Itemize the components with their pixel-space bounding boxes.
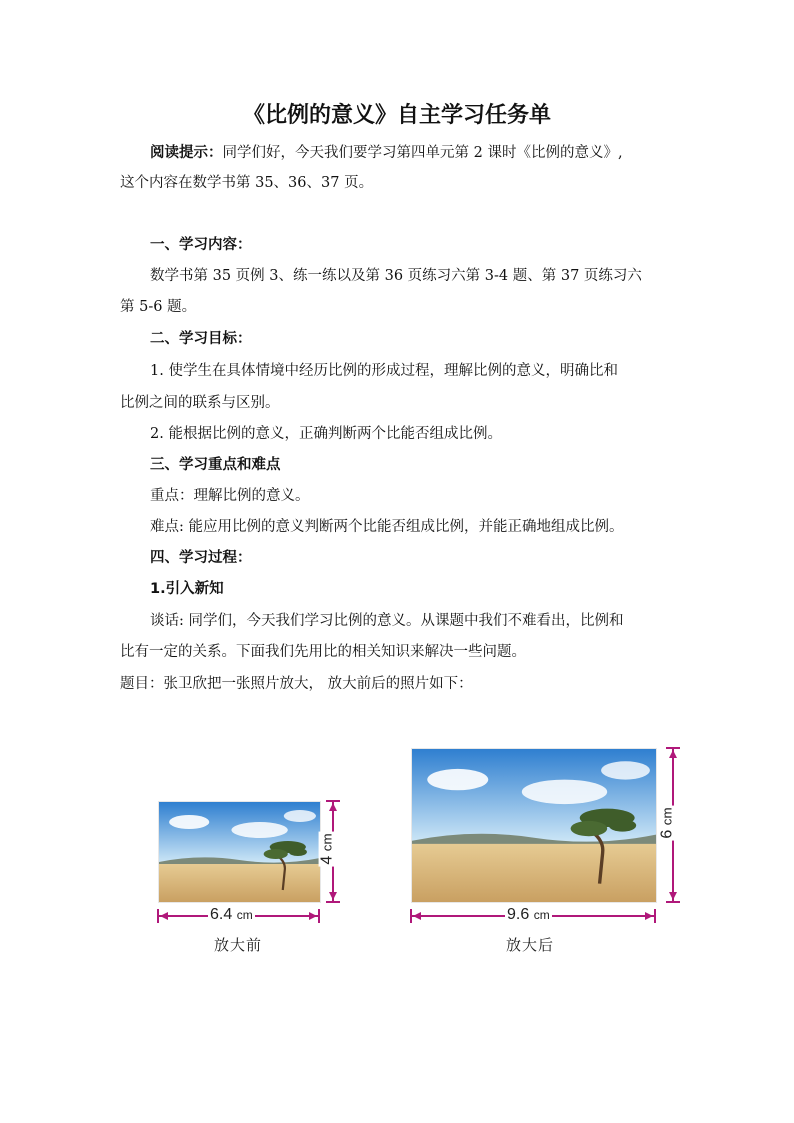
before-width-value: 6.4 [210, 906, 233, 923]
after-height-label [659, 805, 677, 840]
key-point: 重点：理解比例的意义。 [150, 488, 310, 504]
after-width-value: 9.6 [507, 906, 530, 923]
step1-heading: 1.引入新知 [150, 581, 224, 597]
after-width-label [505, 906, 552, 924]
talk-line1: 谈话: 同学们，今天我们学习比例的意义。从课题中我们不难看出，比例和 [150, 613, 624, 629]
goal1-line2: 比例之间的联系与区别。 [120, 395, 280, 411]
before-width-unit: cm [236, 908, 253, 922]
page-title: 《比例的意义》自主学习任务单 [242, 103, 551, 128]
section-heading-key-points: 三、学习重点和难点 [150, 457, 281, 473]
section1-line1: 数学书第 35 页例 3、练一练以及第 36 页练习六第 3-4 题、第 37 页练习六 [150, 268, 642, 284]
difficult-point: 难点: 能应用比例的意义判断两个比能否组成比例，并能正确地组成比例。 [150, 519, 624, 535]
before-width-label [208, 906, 255, 924]
after-height-value: 6 [658, 829, 676, 839]
reading-tip-text: 同学们好，今天我们要学习第四单元第 2 课时《比例的意义》, [222, 145, 623, 161]
section-heading-process: 四、学习过程： [150, 550, 252, 566]
reading-tip-line2: 这个内容在数学书第 35、36、37 页。 [120, 175, 374, 191]
after-width-unit: cm [533, 908, 550, 922]
caption-before: 放大前 [214, 936, 263, 954]
after-height-unit: cm [659, 807, 675, 826]
goal1-line1: 1. 使学生在具体情境中经历比例的形成过程，理解比例的意义，明确比和 [150, 363, 618, 379]
problem-text: 题目：张卫欣把一张照片放大， 放大前后的照片如下： [120, 676, 473, 692]
talk-line2: 比有一定的关系。下面我们先用比的相关知识来解决一些问题。 [120, 644, 526, 660]
section-heading-content: 一、学习内容： [150, 237, 252, 253]
section1-line2: 第 5-6 题。 [120, 299, 197, 315]
before-height-label [319, 831, 337, 866]
before-height-value: 4 [318, 855, 336, 865]
reading-tip-label: 阅读提示： [150, 145, 223, 161]
caption-after: 放大后 [506, 936, 555, 954]
section-heading-goals: 二、学习目标： [150, 331, 252, 347]
before-height-unit: cm [319, 833, 335, 852]
goal2: 2. 能根据比例的意义，正确判断两个比能否组成比例。 [150, 426, 502, 442]
